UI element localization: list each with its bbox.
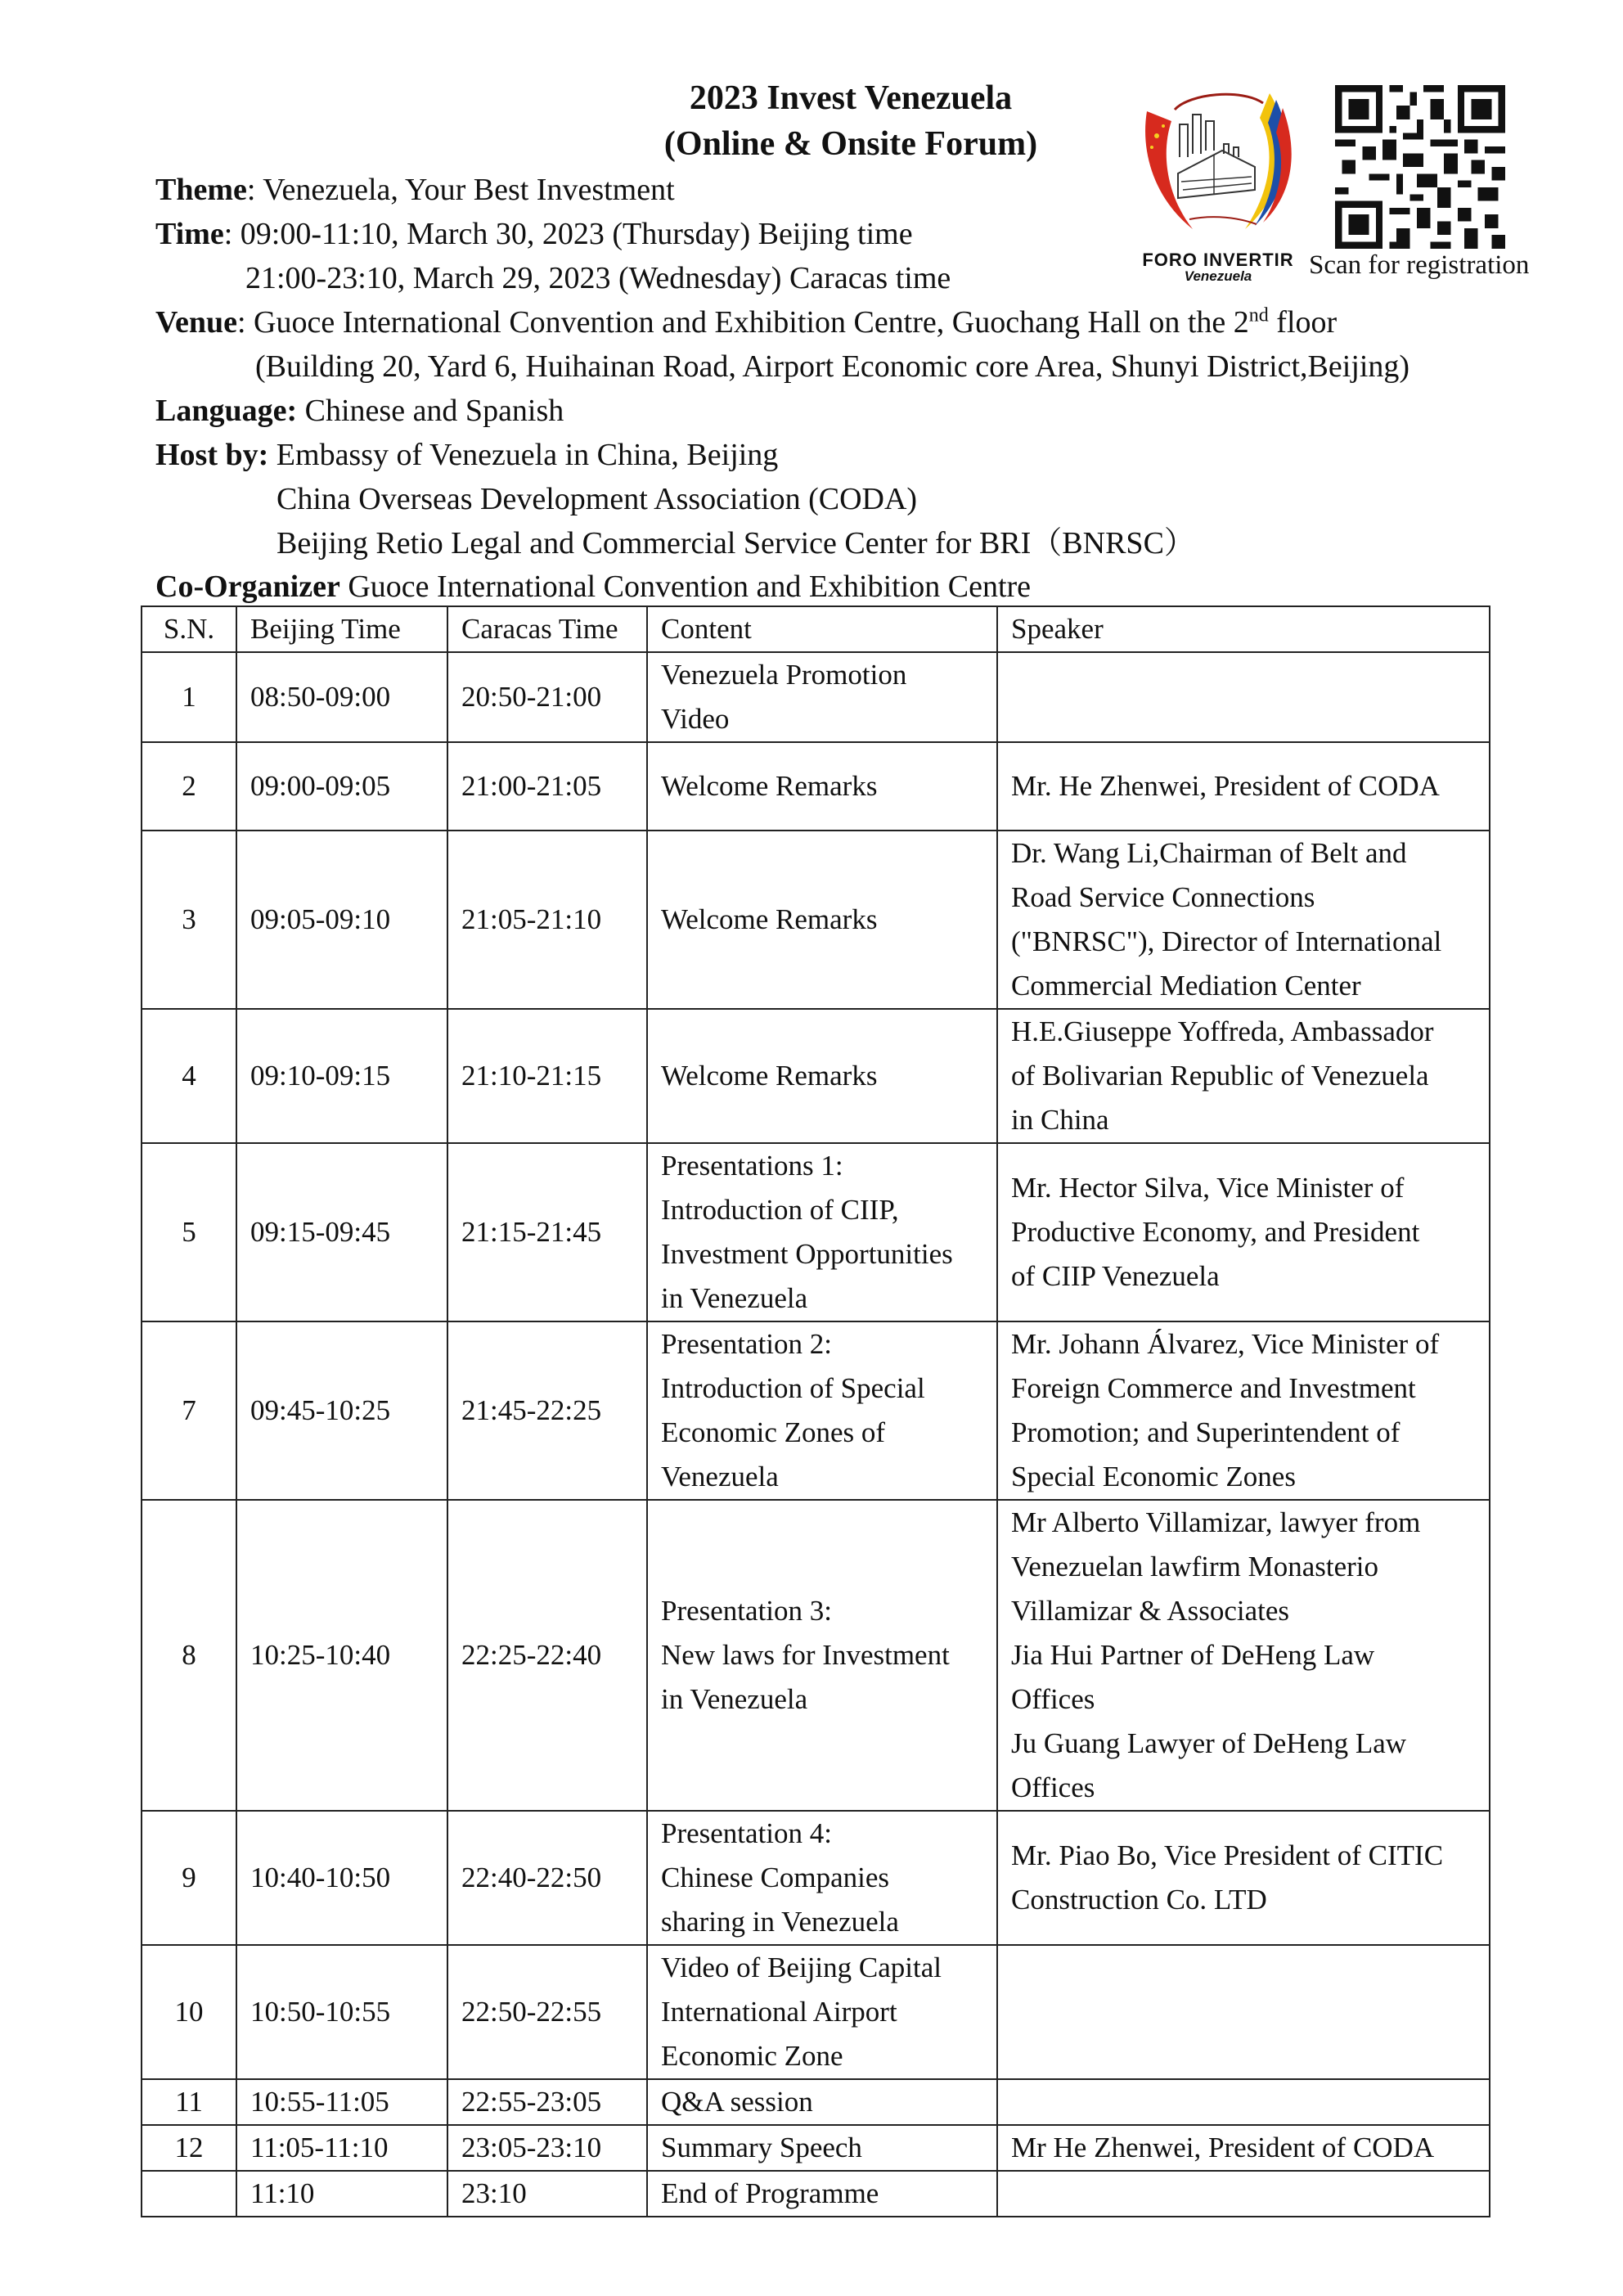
cell-speaker: Mr. He Zhenwei, President of CODA xyxy=(997,742,1490,831)
page-title xyxy=(524,75,1178,167)
cell-caracas-time: 22:40-22:50 xyxy=(447,1811,647,1945)
cell-beijing-time: 09:45-10:25 xyxy=(236,1321,447,1500)
cell-sn: 7 xyxy=(142,1321,236,1500)
time-line-1 xyxy=(155,212,1505,256)
cell-beijing-time: 10:50-10:55 xyxy=(236,1945,447,2079)
cell-content: Welcome Remarks xyxy=(647,1009,997,1143)
cell-sn: 3 xyxy=(142,831,236,1009)
cell-speaker: Dr. Wang Li,Chairman of Belt and Road Service Connections ("BNRSC"), Director of International Commercial Mediation Center xyxy=(997,831,1490,1009)
cell-content: Video of Beijing Capital International Airport Economic Zone xyxy=(647,1945,997,2079)
cell-speaker: Mr. Hector Silva, Vice Minister of Productive Economy, and President of CIIP Venezuela xyxy=(997,1143,1490,1321)
header-sn: S.N. xyxy=(142,606,236,652)
cell-content: Presentations 1: Introduction of CIIP, Investment Opportunities in Venezuela xyxy=(647,1143,997,1321)
cell-content: Presentation 3: New laws for Investment in Venezuela xyxy=(647,1500,997,1811)
cell-sn: 2 xyxy=(142,742,236,831)
language-line xyxy=(155,389,1505,433)
programme-table xyxy=(141,606,1490,2217)
table-row xyxy=(142,1500,1490,1811)
venue-value-2: (Building 20, Yard 6, Huihainan Road, Airport Economic core Area, Shunyi District,Beijing) xyxy=(255,349,1410,384)
cell-sn: 4 xyxy=(142,1009,236,1143)
theme-label: Theme xyxy=(155,173,247,207)
cell-caracas-time: 23:05-23:10 xyxy=(447,2125,647,2171)
cell-sn: 8 xyxy=(142,1500,236,1811)
venue-line-2 xyxy=(155,344,1605,389)
cell-caracas-time: 21:05-21:10 xyxy=(447,831,647,1009)
cell-beijing-time: 10:55-11:05 xyxy=(236,2079,447,2125)
cell-speaker xyxy=(997,2079,1490,2125)
table-row xyxy=(142,2171,1490,2217)
cell-beijing-time: 09:10-09:15 xyxy=(236,1009,447,1143)
cell-speaker xyxy=(997,1945,1490,2079)
header-beijing-time: Beijing Time xyxy=(236,606,447,652)
cell-beijing-time: 09:15-09:45 xyxy=(236,1143,447,1321)
table-row xyxy=(142,1009,1490,1143)
title-line-1: 2023 Invest Venezuela xyxy=(689,79,1013,117)
cell-caracas-time: 20:50-21:00 xyxy=(447,652,647,742)
cell-caracas-time: 21:00-21:05 xyxy=(447,742,647,831)
cell-sn: 1 xyxy=(142,652,236,742)
cell-beijing-time: 10:40-10:50 xyxy=(236,1811,447,1945)
logo-text: FORO INVERTIR xyxy=(1142,250,1294,270)
cell-speaker xyxy=(997,652,1490,742)
cell-sn: 10 xyxy=(142,1945,236,2079)
cell-content: Q&A session xyxy=(647,2079,997,2125)
table-row xyxy=(142,1143,1490,1321)
header-speaker: Speaker xyxy=(997,606,1490,652)
cell-caracas-time: 21:45-22:25 xyxy=(447,1321,647,1500)
header-content: Content xyxy=(647,606,997,652)
cell-speaker: Mr. Johann Álvarez, Vice Minister of Foreign Commerce and Investment Promotion; and Superintendent of Special Economic Zones xyxy=(997,1321,1490,1500)
cell-caracas-time: 21:15-21:45 xyxy=(447,1143,647,1321)
host-value-3: Beijing Retio Legal and Commercial Service Center for BRI（BNRSC） xyxy=(276,526,1195,560)
cell-sn xyxy=(142,2171,236,2217)
cell-caracas-time: 23:10 xyxy=(447,2171,647,2217)
table-row xyxy=(142,2079,1490,2125)
table-row xyxy=(142,652,1490,742)
time-label: Time xyxy=(155,217,224,251)
time-line-2 xyxy=(155,256,1595,300)
cell-caracas-time: 21:10-21:15 xyxy=(447,1009,647,1143)
host-label: Host by: xyxy=(155,438,269,472)
table-row xyxy=(142,831,1490,1009)
table-row xyxy=(142,2125,1490,2171)
host-value-1: Embassy of Venezuela in China, Beijing xyxy=(268,438,779,472)
cell-beijing-time: 11:10 xyxy=(236,2171,447,2217)
table-row xyxy=(142,1321,1490,1500)
venue-label: Venue xyxy=(155,305,237,340)
table-row xyxy=(142,1945,1490,2079)
cell-sn: 12 xyxy=(142,2125,236,2171)
language-label: Language: xyxy=(155,394,298,428)
cell-content: Summary Speech xyxy=(647,2125,997,2171)
host-value-2: China Overseas Development Association (CODA) xyxy=(276,482,918,516)
co-organizer-label: Co-Organizer xyxy=(155,569,340,604)
cell-caracas-time: 22:55-23:05 xyxy=(447,2079,647,2125)
time-value-1: : 09:00-11:10, March 30, 2023 (Thursday) Beijing time xyxy=(223,217,913,251)
header-caracas-time: Caracas Time xyxy=(447,606,647,652)
cell-content: Presentation 4: Chinese Companies sharing in Venezuela xyxy=(647,1811,997,1945)
cell-speaker: Mr He Zhenwei, President of CODA xyxy=(997,2125,1490,2171)
cell-speaker: Mr. Piao Bo, Vice President of CITIC Construction Co. LTD xyxy=(997,1811,1490,1945)
cell-beijing-time: 10:25-10:40 xyxy=(236,1500,447,1811)
host-line-3 xyxy=(155,521,1623,565)
cell-sn: 5 xyxy=(142,1143,236,1321)
table-row xyxy=(142,1811,1490,1945)
cell-speaker: Mr Alberto Villamizar, lawyer from Venezuelan lawfirm Monasterio Villamizar & Associates Jia Hui Partner of DeHeng Law Offices Ju Guang Lawyer of DeHeng Law Offices xyxy=(997,1500,1490,1811)
cell-caracas-time: 22:25-22:40 xyxy=(447,1500,647,1811)
cell-content: Welcome Remarks xyxy=(647,742,997,831)
cell-beijing-time: 09:00-09:05 xyxy=(236,742,447,831)
table-header-row xyxy=(142,606,1490,652)
theme-line xyxy=(155,168,1505,212)
cell-content: Venezuela Promotion Video xyxy=(647,652,997,742)
cell-speaker: H.E.Giuseppe Yoffreda, Ambassador of Bolivarian Republic of Venezuela in China xyxy=(997,1009,1490,1143)
qr-caption: Scan for registration xyxy=(1309,250,1530,280)
title-line-2: (Online & Onsite Forum) xyxy=(663,125,1038,163)
cell-content: Presentation 2: Introduction of Special Economic Zones of Venezuela xyxy=(647,1321,997,1500)
host-line-2 xyxy=(155,477,1623,521)
cell-beijing-time: 08:50-09:00 xyxy=(236,652,447,742)
cell-content: Welcome Remarks xyxy=(647,831,997,1009)
venue-line-1 xyxy=(155,300,1505,344)
logo-subtext: Venezuela xyxy=(1184,268,1252,284)
venue-value-floor: floor xyxy=(1268,305,1338,340)
cell-sn: 9 xyxy=(142,1811,236,1945)
language-value: Chinese and Spanish xyxy=(297,394,564,428)
table-row xyxy=(142,742,1490,831)
venue-floor-suffix: nd xyxy=(1248,304,1269,326)
co-organizer-line xyxy=(155,565,1505,609)
cell-sn: 11 xyxy=(142,2079,236,2125)
venue-value-1: : Guoce International Convention and Exhibition Centre, Guochang Hall on the 2 xyxy=(236,305,1249,340)
theme-value: : Venezuela, Your Best Investment xyxy=(246,173,675,207)
cell-beijing-time: 11:05-11:10 xyxy=(236,2125,447,2171)
cell-caracas-time: 22:50-22:55 xyxy=(447,1945,647,2079)
cell-content: End of Programme xyxy=(647,2171,997,2217)
co-organizer-value: Guoce International Convention and Exhibition Centre xyxy=(339,569,1032,604)
time-value-2: 21:00-23:10, March 29, 2023 (Wednesday) Caracas time xyxy=(245,261,951,295)
cell-speaker xyxy=(997,2171,1490,2217)
cell-beijing-time: 09:05-09:10 xyxy=(236,831,447,1009)
host-line-1 xyxy=(155,433,1505,477)
